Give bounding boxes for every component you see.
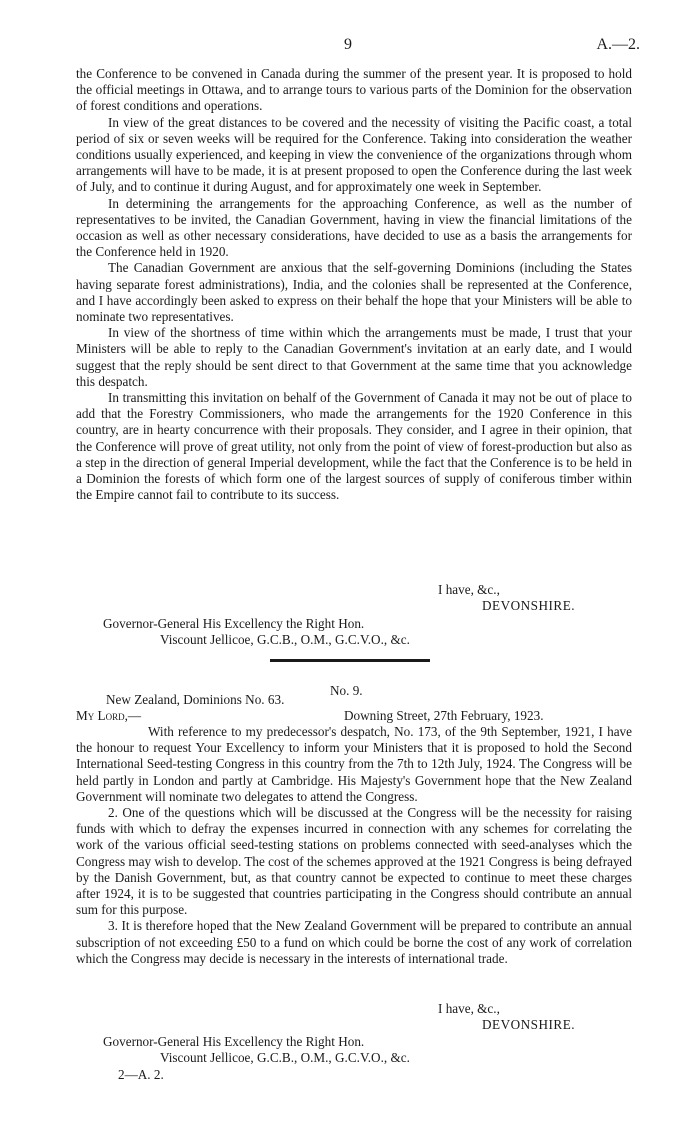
- salutation: My Lord,—: [76, 708, 142, 723]
- closing-formula: I have, &c.,: [438, 582, 500, 597]
- despatch-number: No. 9.: [330, 683, 363, 698]
- paragraph: With reference to my predecessor's despatch, No. 173, of the 9th September, 1921, I have the honour to request Your Excellency to inform your Ministers that it is proposed to hold the Second International Seed-testing Congress in this country from the 7th to 12th July, 1924. The Congress will be held partly in London and partly at Cambridge. His Majesty's Government hope that the New Zealand Government will nominate two delegates to attend the Congress.: [76, 724, 632, 804]
- page-number: 9: [344, 36, 352, 53]
- document-reference: A.—2.: [596, 36, 640, 53]
- paragraph: In transmitting this invitation on behalf of the Government of Canada it may not be out of place to add that the Forestry Commissioners, who made the arrangements for the 1920 Conference in this country, are in hearty concurrence with their proposals. They consider, and I agree in their opinion, that the Conference will prove of great utility, not only from the point of view of forest-production but also as a step in the direction of general Imperial development, while the fact that the Conference is to be held in a Dominion the forests of which form one of the largest sources of supply of coniferous timber within the Empire cannot fail to contribute to its success.: [76, 390, 632, 503]
- despatch-2-addressee-line-2: Viscount Jellicoe, G.C.B., O.M., G.C.V.O., &c.: [160, 1050, 410, 1065]
- section-divider: [270, 659, 430, 662]
- signature-mark: 2—A. 2.: [118, 1067, 164, 1082]
- salutation-line: [76, 708, 632, 724]
- page-header: [0, 36, 700, 56]
- signature: DEVONSHIRE.: [482, 1017, 576, 1032]
- despatch-1-addressee-line-2: Viscount Jellicoe, G.C.B., O.M., G.C.V.O., &c.: [160, 632, 410, 647]
- despatch-2-body: [76, 724, 632, 967]
- signature: DEVONSHIRE.: [482, 598, 576, 613]
- paragraph: In view of the great distances to be covered and the necessity of visiting the Pacific coast, a total period of six or seven weeks will be required for the Conference. Taking into consideration the weather conditions usually experienced, and keeping in view the convenience of the organizations through whom arrangements will have to be made, it is at present proposed to open the Conference during the last week of July, and to continue it during August, and for approximately one week in September.: [76, 114, 632, 195]
- closing-formula: I have, &c.,: [438, 1001, 500, 1016]
- paragraph: The Canadian Government are anxious that the self-governing Dominions (including the States having separate forest administrations), India, and the colonies shall be represented at the Conference, and I have accordingly been asked to express on their behalf the hope that your Ministers will be able to nominate two representatives.: [76, 260, 632, 325]
- paragraph: In determining the arrangements for the approaching Conference, as well as the number of representatives to be invited, the Canadian Government, having in view the financial limitations of the occasion as well as other necessary considerations, have decided to use as a basis the arrangements for the Conference held in 1920.: [76, 195, 632, 260]
- despatch-1-body: [76, 66, 632, 503]
- despatch-series: New Zealand, Dominions No. 63.: [106, 692, 285, 707]
- place-date: Downing Street, 27th February, 1923.: [344, 708, 544, 723]
- paragraph: 2. One of the questions which will be discussed at the Congress will be the necessity for raising funds with which to defray the expenses incurred in connection with any schemes for correlating the work of the various official seed-testing stations on problems connected with seed-analyses which the Congress may wish to develop. The cost of the schemes approved at the 1921 Congress is being defrayed by the Danish Government, but, as that country cannot be expected to continue to meet these charges after 1924, it is to be suggested that countries participating in the Congress should contribute an annual sum for this purpose.: [76, 805, 632, 918]
- despatch-2-addressee-line-1: Governor-General His Excellency the Right Hon.: [103, 1034, 365, 1049]
- paragraph: 3. It is therefore hoped that the New Zealand Government will be prepared to contribute an annual subscription of not exceeding £50 to a fund on which could be borne the cost of any work of correlation which the Congress may decide is necessary in the interests of international trade.: [76, 918, 632, 966]
- paragraph: In view of the shortness of time within which the arrangements must be made, I trust that your Ministers will be able to reply to the Canadian Government's invitation at an early date, and I would suggest that the reply should be sent direct to that Government at the same time that you acknowledge this despatch.: [76, 325, 632, 389]
- paragraph: the Conference to be convened in Canada during the summer of the present year. It is proposed to hold the official meetings in Ottawa, and to arrange tours to various parts of the Dominion for the observation of forest conditions and operations.: [76, 66, 632, 114]
- despatch-1-addressee-line-1: Governor-General His Excellency the Right Hon.: [103, 616, 365, 631]
